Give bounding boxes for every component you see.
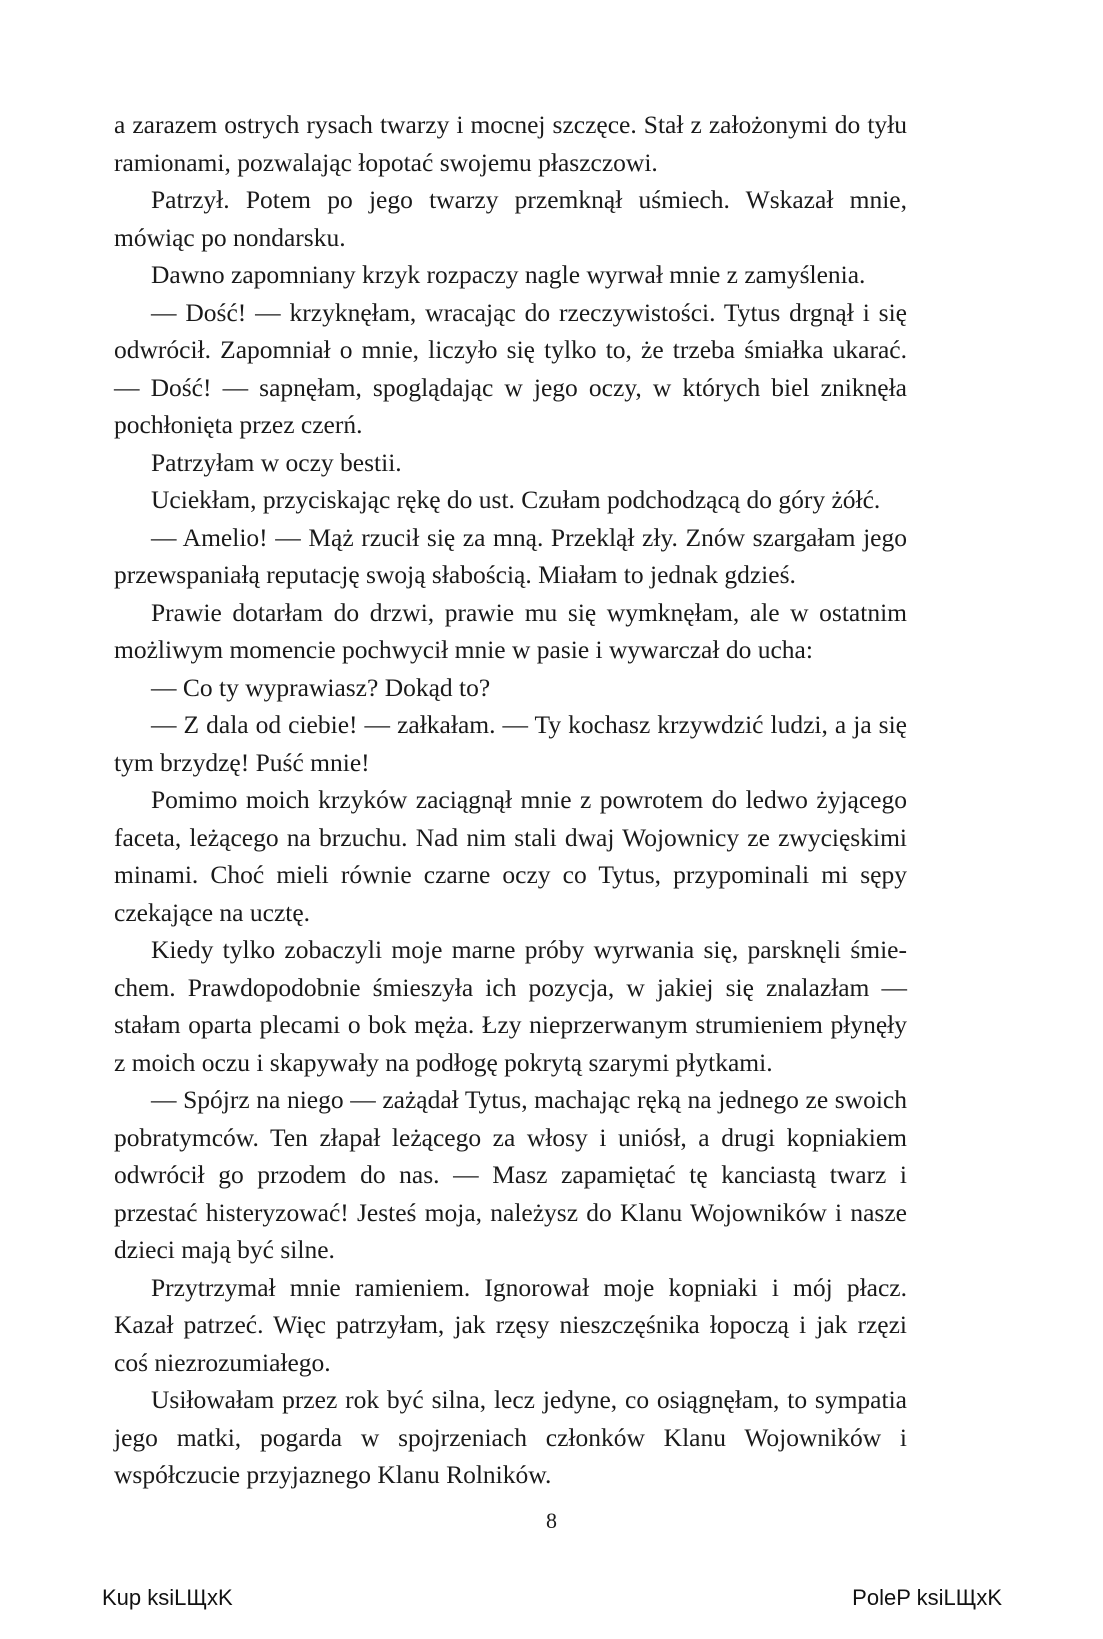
paragraph: a zarazem ostrych rysach twarzy i mocnej szczęce. Stał z założonymi do tyłu ramionami, pozwalając łopotać swojemu płaszczowi. (114, 110, 907, 177)
recommend-book-link[interactable]: PoleP ksiLЩxK (852, 1585, 1002, 1610)
paragraph: Uciekłam, przyciskając rękę do ust. Czułam podchodzącą do góry żółć. (151, 485, 881, 514)
buy-book-link[interactable]: Kup ksiLЩxK (102, 1585, 233, 1610)
paragraph: — Dość! — krzyknęłam, wracając do rzeczywistości. Tytus drgnął i się odwrócił. Zapomniał o mnie, liczyło się tylko to, że trzeba śmiałka ukarać. — Dość! — sapnęłam, spoglądając w jego oczy, w których biel zniknęła pochłonięta przez czerń. (114, 297, 907, 439)
page-text (114, 106, 907, 1494)
paragraph: — Spójrz na niego — zażądał Tytus, machając ręką na jednego ze swoich pobratymców. Ten złapał leżącego za włosy i uniósł, a drugi kopniakiem odwrócił go przodem do nas. — Masz zapamiętać tę kanciastą twarz i przestać histeryzować! Jesteś moja, należysz do Klanu Wojowników i nasze dzieci mają być silne. (114, 1085, 907, 1264)
paragraph: Pomimo moich krzyków zaciągnął mnie z powrotem do ledwo żyjącego faceta, leżącego na brzuchu. Nad nim stali dwaj Wojownicy ze zwycięskimi minami. Choć mieli równie czarne oczy co Tytus, przypominali mi sępy czekające na ucztę. (114, 785, 907, 927)
paragraph: Przytrzymał mnie ramieniem. Ignorował moje kopniaki i mój płacz. Kazał patrzeć. Więc patrzyłam, jak rzęsy nieszczęśnika łopoczą i jak rzęzi coś niezrozumiałego. (114, 1272, 907, 1377)
paragraph: Patrzyłam w oczy bestii. (151, 447, 402, 477)
paragraph: Dawno zapomniany krzyk rozpaczy nagle wyrwał mnie z zamyślenia. (151, 260, 866, 289)
paragraph: Kiedy tylko zobaczyli moje marne próby wyrwania się, parsknęli śmiechem. Prawdopodobnie śmieszyła ich pozycja, w jakiej się znalazłam — stałam oparta plecami o bok męża. Łzy nieprzerwanym strumieniem płynęły z moich oczu i skapywały na podłogę pokrytą szarymi płytkami. (114, 935, 907, 1077)
paragraph: Usiłowałam przez rok być silna, lecz jedyne, co osiągnęłam, to sympatia jego matki, pogarda w spojrzeniach członków Klanu Wojowników i współczucie przyjaznego Klanu Rolników. (114, 1385, 907, 1489)
paragraph: Prawie dotarłam do drzwi, prawie mu się wymknęłam, ale w ostatnim możliwym momencie pochwycił mnie w pasie i wywarczał do ucha: (114, 597, 907, 664)
paragraph: — Z dala od ciebie! — załkałam. — Ty kochasz krzywdzić ludzi, a ja się tym brzydzę! Puść mnie! (114, 710, 907, 777)
paragraph: — Amelio! — Mąż rzucił się za mną. Przeklął zły. Znów szargałam jego przewspaniałą reputację swoją słabością. Miałam to jednak gdzieś. (114, 522, 907, 589)
page-number: 8 (546, 1508, 557, 1533)
paragraph: — Co ty wyprawiasz? Dokąd to? (151, 672, 491, 702)
paragraph: Patrzył. Potem po jego twarzy przemknął uśmiech. Wskazał mnie, mówiąc po nondarsku. (114, 185, 907, 252)
